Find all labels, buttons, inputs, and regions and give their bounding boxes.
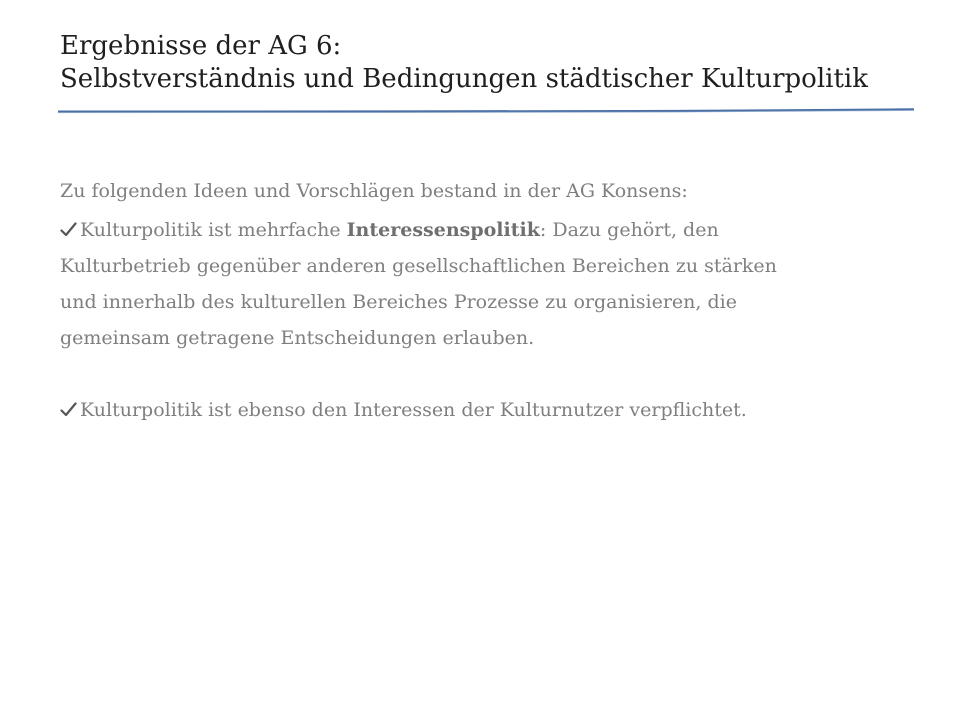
bullet-2-text: Kulturpolitik ist ebenso den Interessen der Kulturnutzer verpflichtet.	[80, 399, 747, 421]
bullet-1-line-1	[60, 212, 910, 248]
intro-text: Zu folgenden Ideen und Vorschlägen bestand in der AG Konsens:	[60, 180, 688, 202]
title-line-1: Ergebnisse der AG 6:	[60, 31, 342, 61]
checkmark-icon	[60, 402, 77, 417]
bullet-1-text-start: Kulturpolitik ist mehrfache	[80, 219, 347, 241]
slide-body	[60, 176, 910, 428]
bullet-item-1	[60, 212, 910, 356]
bullet-item-2	[60, 392, 910, 428]
bullet-spacer	[60, 356, 910, 392]
bullet-1-line-2: Kulturbetrieb gegenüber anderen gesellschaftlichen Bereichen zu stärken	[60, 255, 777, 277]
slide-title	[60, 30, 920, 96]
bullet-1-line-3: und innerhalb des kulturellen Bereiches Prozesse zu organisieren, die	[60, 291, 737, 313]
bullet-1-line-4: gemeinsam getragene Entscheidungen erlauben.	[60, 327, 535, 349]
title-underline	[58, 108, 914, 114]
bullet-2-line-1	[60, 392, 910, 428]
checkmark-icon	[60, 222, 77, 237]
bullet-1-emphasis: Interessenspolitik	[346, 219, 540, 241]
title-line-2: Selbstverständnis und Bedingungen städtischer Kulturpolitik	[60, 64, 868, 94]
bullet-1-text-end: : Dazu gehört, den	[539, 219, 719, 241]
